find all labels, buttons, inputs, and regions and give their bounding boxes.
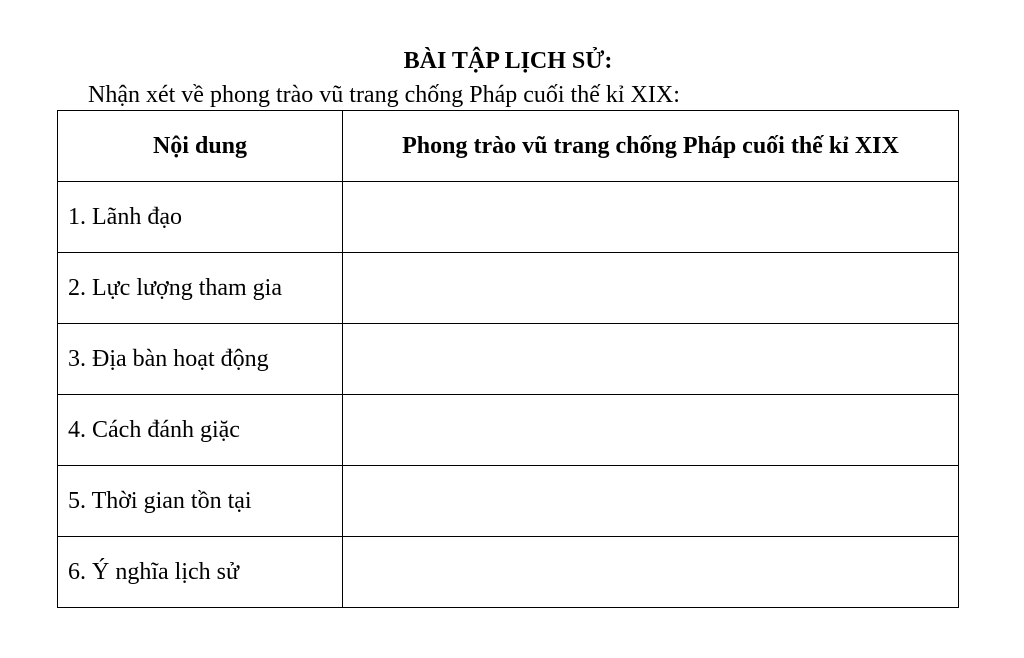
instruction-text: Nhận xét về phong trào vũ trang chống Pháp cuối thế kỉ XIX: [88,82,680,108]
table-row [58,324,959,395]
row-label: 1. Lãnh đạo [58,182,343,253]
answer-cell[interactable] [343,324,959,395]
answer-cell[interactable] [343,253,959,324]
answer-cell[interactable] [343,537,959,608]
column-header-content: Nội dung [58,111,343,182]
table-row [58,466,959,537]
row-label: 2. Lực lượng tham gia [58,253,343,324]
row-label: 3. Địa bàn hoạt động [58,324,343,395]
table-header-row [58,111,959,182]
row-label: 4. Cách đánh giặc [58,395,343,466]
column-header-movement: Phong trào vũ trang chống Pháp cuối thế kỉ XIX [343,111,959,182]
page-title: BÀI TẬP LỊCH SỬ: [403,48,613,74]
table-row [58,182,959,253]
answer-cell[interactable] [343,466,959,537]
table-row [58,395,959,466]
table-row [58,537,959,608]
row-label: 5. Thời gian tồn tại [58,466,343,537]
worksheet-table [57,110,959,608]
answer-cell[interactable] [343,182,959,253]
table-row [58,253,959,324]
row-label: 6. Ý nghĩa lịch sử [58,537,343,608]
answer-cell[interactable] [343,395,959,466]
